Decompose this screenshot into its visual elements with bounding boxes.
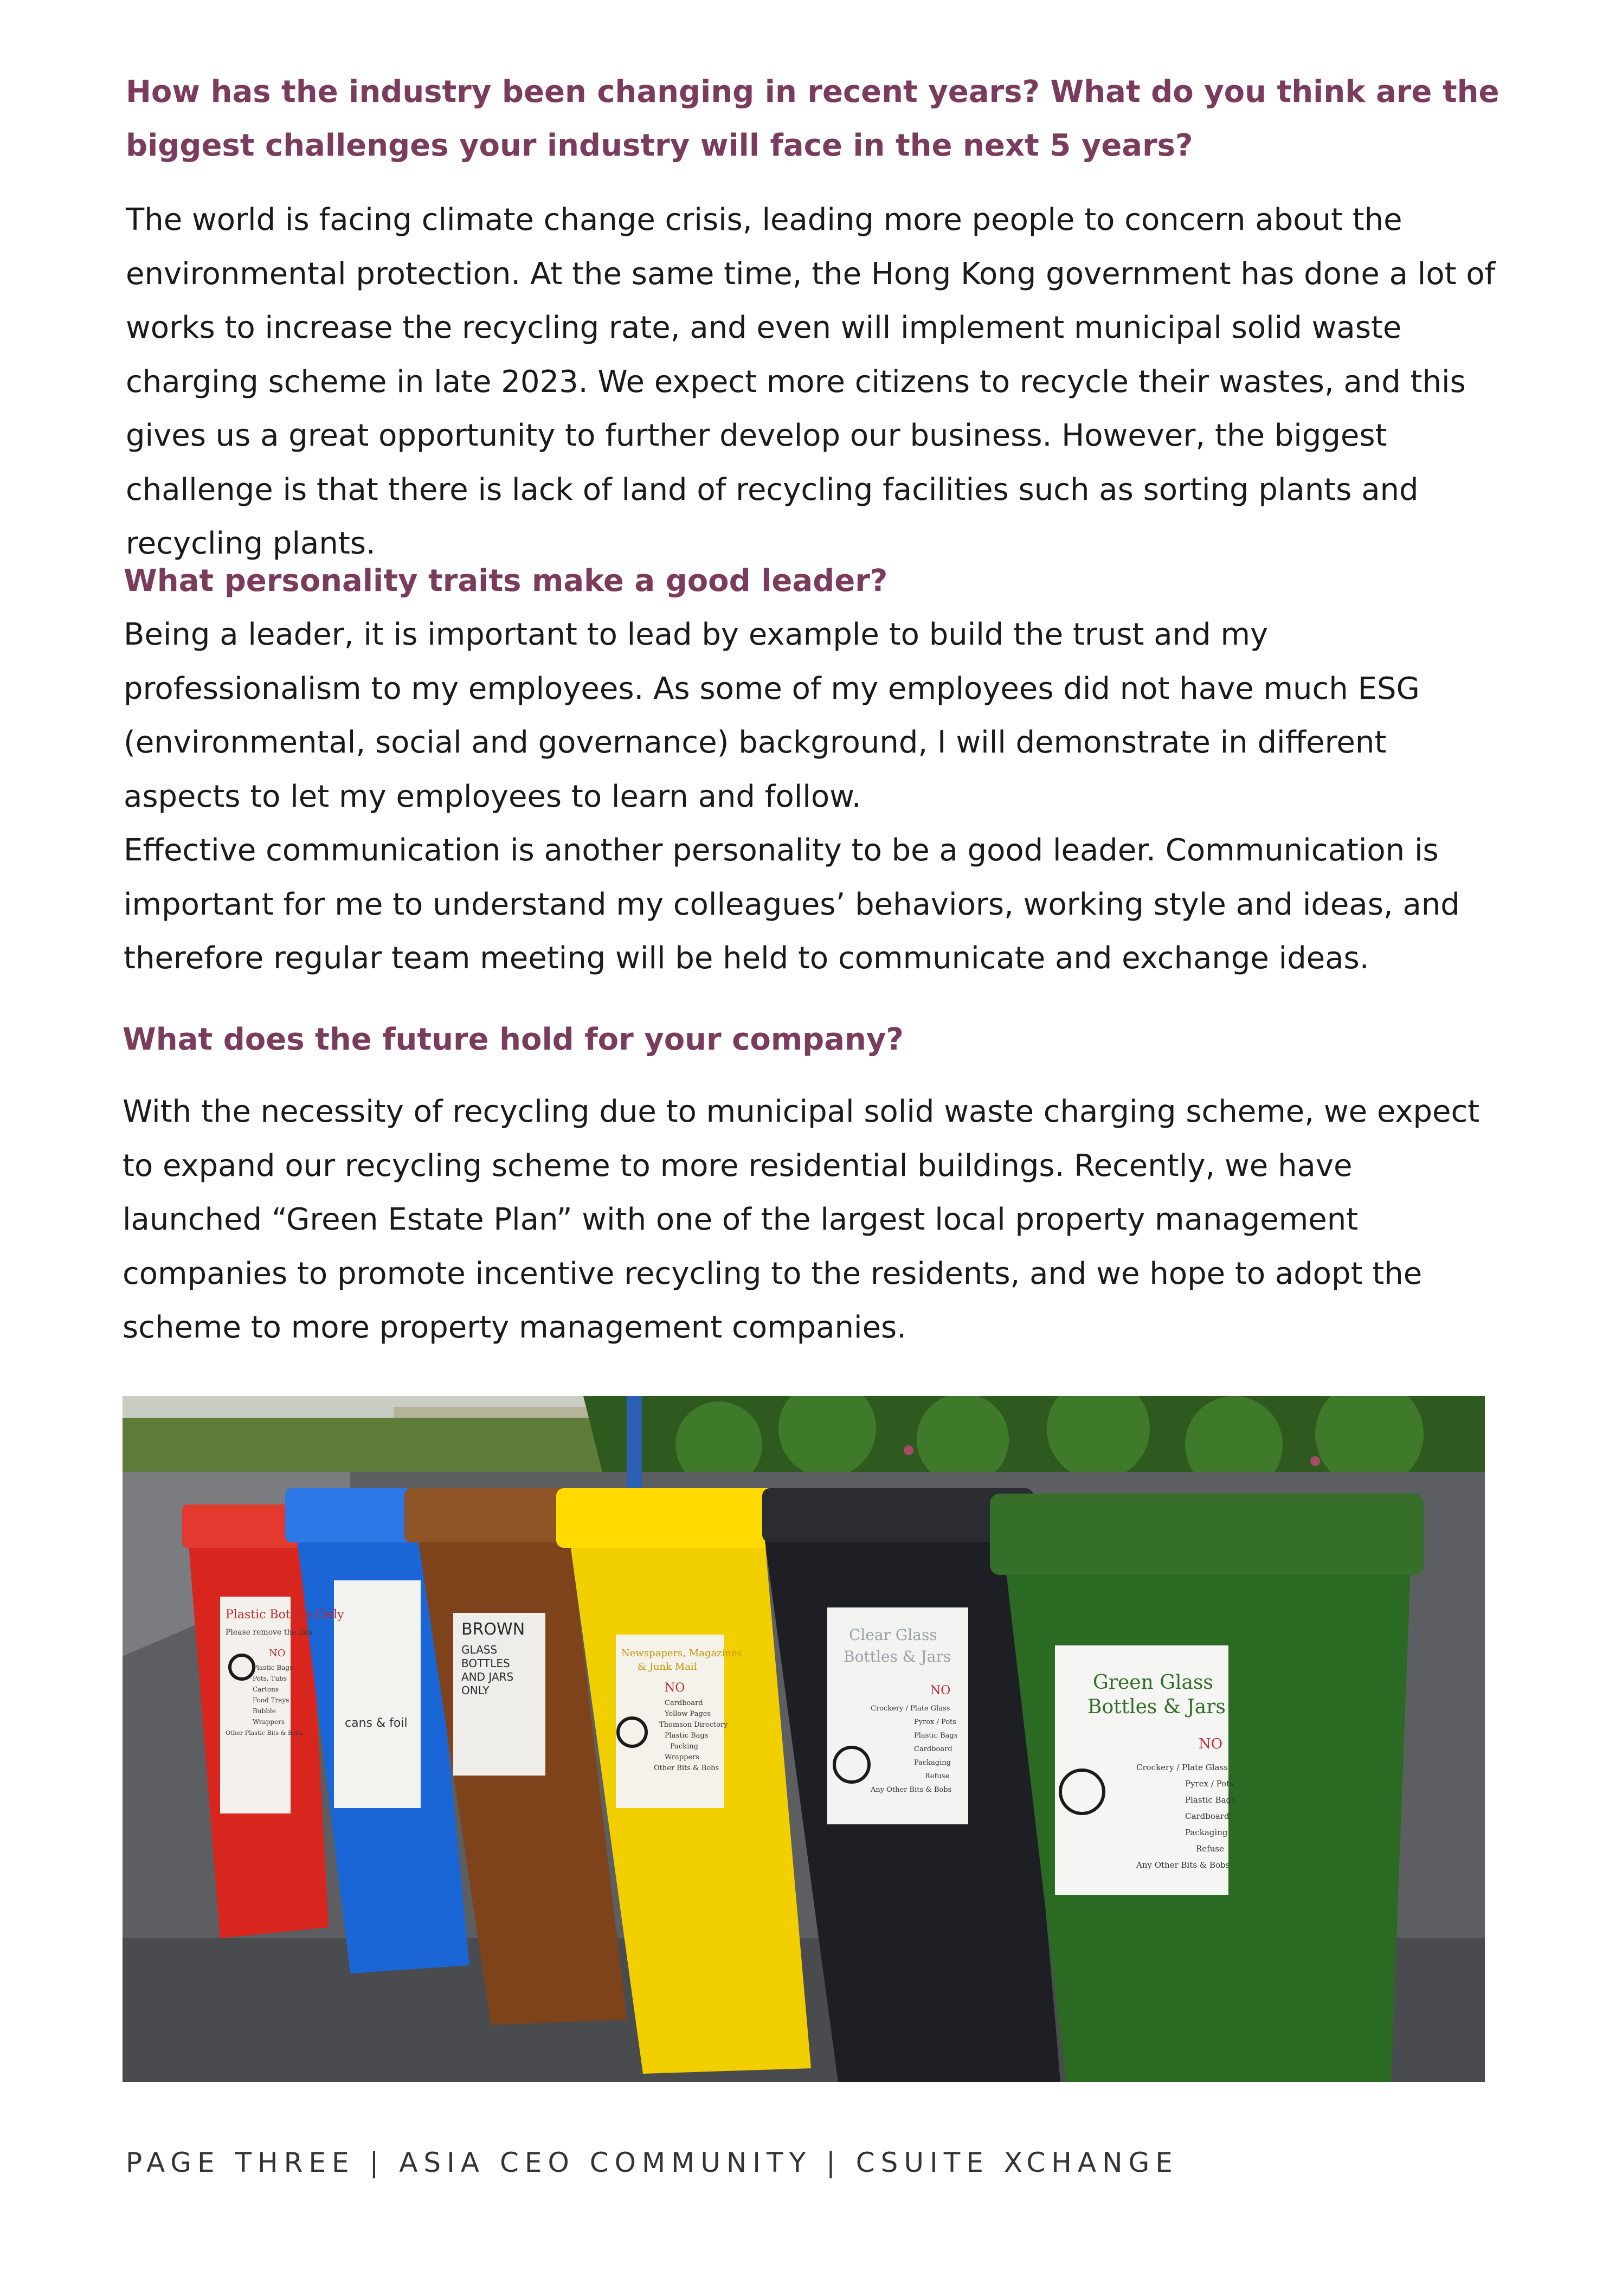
bin-label-text: Packaging [1185,1828,1228,1837]
section-company-future [123,1013,1499,1355]
bin-label-text: Pyrex / Pots [914,1718,956,1726]
bin-label-text: Any Other Bits & Bobs [1136,1860,1230,1870]
bin-label-text: Food Trays [253,1696,289,1704]
bin-label-text: Pyrex / Pots [1185,1779,1234,1789]
bin-label-text: Newspapers, Magazines [621,1648,742,1659]
bin-label-text: Other Bits & Bobs [654,1764,719,1772]
bin-label-text: AND JARS [461,1670,514,1683]
bin-label-text: Thomson Directory [659,1721,728,1729]
bin-label-text: NO [930,1684,951,1697]
bin-label-text: cans & foil [345,1716,408,1730]
bin-label-text: Bubble [253,1707,276,1715]
bin-label-text: Plastic Bags [1185,1795,1235,1805]
bin-label-text: Plastic Bottles Only [226,1608,344,1622]
bin-label-text: Packing [670,1742,698,1751]
bin-label-text: Clear Glass [849,1626,937,1644]
bin-label-text: Yellow Pages [665,1710,711,1718]
bin-label-text: Plastic Bags [253,1664,293,1671]
recycling-bins-image [123,1396,1485,2082]
bin-label-text: Cartons [253,1686,279,1693]
bin-label-text: Bottles & Jars [1087,1696,1226,1718]
bin-label-text: Please remove the lids [226,1628,313,1637]
bin-label-text: Other Plastic Bits & Bobs [226,1729,303,1737]
bin-label-text: BOTTLES [461,1657,510,1670]
bin-label-text: Plastic Bags [665,1732,709,1740]
page-footer: PAGE THREE | ASIA CEO COMMUNITY | CSUITE XCHANGE [126,2147,1179,2178]
bin-label-text: GLASS [461,1643,498,1656]
section-paragraph: Being a leader, it is important to lead by example to build the trust and my professionalism to my employees. As some of my employees did not have much ESG (environmental, social and governance) background, I will demonstrate in different aspects to let my employees to learn and follow. [124,617,1420,814]
bin-label-text: NO [269,1648,286,1659]
bin-label-text: Bottles & Jars [844,1648,951,1665]
section-question: How has the industry been changing in recent years? What do you think are the biggest challenges your industry will face in the next 5 years? [126,74,1499,163]
bin-label-text: Green Glass [1093,1671,1213,1694]
bin-label-text: BROWN [461,1620,525,1639]
bin-label-text: Refuse [1196,1844,1224,1854]
bin-label-text: Packaging [914,1759,951,1767]
bin-label-text: Cardboard [665,1699,703,1707]
section-paragraph: Effective communication is another personality to be a good leader. Communication is important for me to understand my colleagues’ behaviors, working style and ideas, and therefore regular team meeting will be held to communicate and exchange ideas. [124,833,1460,976]
bin-label-text: Crockery / Plate Glass [1136,1763,1228,1772]
section-question: What personality traits make a good leader? [124,563,888,599]
bin-label-text: Wrappers [665,1753,699,1761]
bin-label-text: Plastic Bags [914,1732,958,1740]
bin-label-text: NO [665,1681,685,1695]
bin-label-text: Any Other Bits & Bobs [871,1786,952,1794]
section-leader-traits [124,554,1501,986]
bin-label-text: NO [1199,1736,1223,1752]
bin-label-text: Pots, Tubs [253,1675,287,1682]
section-paragraph: The world is facing climate change crisis, leading more people to concern about the environmental protection. At the same time, the Hong Kong government has done a lot of works to increase the recycling rate, and even will implement municipal solid waste charging scheme in late 2023. We expect more citizens to recycle their wastes, and this gives us a great opportunity to further develop our business. However, the biggest challenge is that there is lack of land of recycling facilities such as sorting plants and recycling plants. [126,202,1496,561]
section-industry-changes [126,65,1503,571]
section-question: What does the future hold for your company? [123,1022,904,1057]
bin-label-text: ONLY [461,1684,490,1697]
bin-label-text: Cardboard [1185,1811,1230,1821]
bin-label-text: & Junk Mail [638,1661,697,1673]
section-paragraph: With the necessity of recycling due to municipal solid waste charging scheme, we expect to expand our recycling scheme to more residential buildings. Recently, we have launched “Green Estate Plan” with one of the largest local property management companies to promote incentive recycling to the residents, and we hope to adopt the scheme to more property management companies. [123,1094,1480,1345]
bin-label-text: Wrappers [253,1718,285,1726]
bin-label-text: Refuse [925,1772,950,1780]
recycling-bins-photo [123,1396,1485,2082]
bin-label-text: Cardboard [914,1745,952,1753]
bin-label-text: Crockery / Plate Glass [871,1705,950,1713]
